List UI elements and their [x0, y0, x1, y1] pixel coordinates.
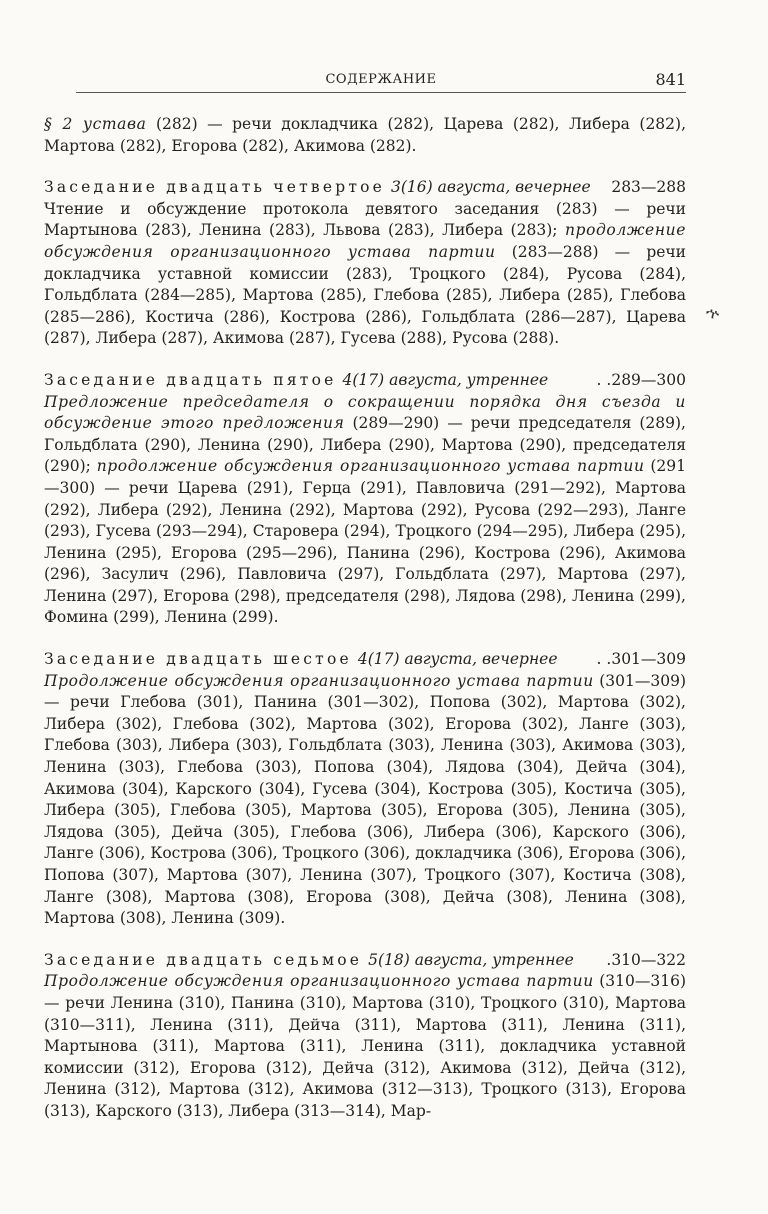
page-header: [76, 70, 686, 93]
continued-entry-italic: § 2 устава: [44, 115, 147, 133]
session-body: [44, 671, 686, 930]
session-label: Заседание двадцать седьмое: [44, 950, 363, 969]
continued-entry-text: (282) — речи докладчика (282), Царева (282), Либера (282), Мартова (282), Егорова (282), Акимова (282).: [44, 115, 686, 155]
session-pages: 283—288: [611, 178, 686, 197]
session-pages: .310—322: [606, 950, 686, 969]
session-heading: [44, 950, 686, 972]
session-date: 4(17) августа, вечернее: [357, 650, 558, 669]
session-pages: . .301—309: [596, 650, 686, 669]
session-date: 4(17) августа, утреннее: [342, 370, 549, 389]
body-text: (291—300) — речи Царева (291), Герца (291), Павловича (291—292), Мартова (292), Либера (292), Ленина (292), Мартова (292), Русова (292—293), Ланге (293), Гусева (293—294), Староверa (294), Троцкого (294—295), Либера (295), Ленина (295), Егорова (295—296), Панина (296), Кострова (296), Акимова (296), Засулич (296), Павловича (297), Гольдблата (297), Мартова (297), Ленина (297), Егорова (298), председателя (298), Лядова (298), Ленина (299), Фомина (299), Ленина (299).: [44, 457, 687, 627]
body-italic: продолжение обсуждения организационного устава партии: [44, 221, 686, 261]
body-italic: Продолжение обсуждения организационного устава партии: [44, 671, 594, 690]
session-body: [44, 199, 686, 350]
toc-entry: [44, 177, 686, 350]
session-date: 5(18) августа, утреннее: [368, 950, 574, 969]
session-body: [44, 392, 686, 630]
session-heading: [44, 370, 686, 392]
session-date: 3(16) августа, вечернее: [391, 178, 591, 197]
session-label: Заседание двадцать пятое: [44, 370, 337, 389]
body-text: (310—316) — речи Ленина (310), Панина (310), Мартова (310), Троцкого (310), Мартова (310—311), Ленина (311), Дейча (311), Мартова (311), Ленина (311), Мартынова (311), Мартова (311), Ленина (311), докладчика уставной комиссии (312), Егорова (312), Дейча (312), Акимова (312), Дейча (312), Ленина (312), Мартова (312), Акимова (312—313), Троцкого (313), Егорова (313), Карского (313), Либера (313—314), Мар-: [44, 972, 686, 1120]
session-pages: . .289—300: [596, 370, 686, 389]
body-text: Чтение и обсуждение протокола девятого заседания (283) — речи Мартынова (283), Ленина (283), Львова (283), Либера (283);: [44, 199, 686, 240]
running-title: СОДЕРЖАНИЕ: [325, 72, 437, 87]
body-italic: продолжение обсуждения организационного устава партии: [96, 457, 645, 476]
page-number: 841: [655, 70, 686, 89]
session-heading: [44, 649, 686, 671]
continued-entry: [44, 114, 686, 157]
body-text: (301—309) — речи Глебова (301), Панина (301—302), Попова (302), Мартова (302), Либера (302), Глебова (302), Мартова (302), Егорова (302), Ланге (303), Глебова (303), Либера (303), Гольдблата (303), Ленина (303), Акимова (303), Ленина (303), Глебова (303), Попова (304), Лядова (304), Дейча (304), Акимова (304), Карского (304), Гусева (304), Кострова (305), Костича (305), Либера (305), Глебова (305), Мартова (305), Егорова (305), Ленина (305), Лядова (305), Дейча (305), Глебова (306), Либера (306), Карского (306), Ланге (306), Кострова (306), Троцкого (306), докладчика (306), Егорова (306), Попова (307), Мартова (307), Ленина (307), Троцкого (307), Костича (308), Ланге (308), Мартова (308), Егорова (308), Дейча (308), Ленина (308), Мартова (308), Ленина (309).: [44, 671, 686, 928]
session-label: Заседание двадцать четвертое: [44, 178, 385, 197]
body-text: (289—290) — речи председателя (289), Гольдблата (290), Ленина (290), Либера (290), Мартова (290), председателя (290);: [44, 414, 686, 476]
margin-mark: ኍ: [706, 304, 720, 323]
session-body: [44, 971, 686, 1122]
session-heading: [44, 177, 686, 199]
session-label: Заседание двадцать шестое: [44, 650, 352, 669]
toc-entry: [44, 649, 686, 930]
body-italic: Предложение председателя о сокращении порядка дня съезда и обсуждение этого предложения: [44, 392, 686, 433]
toc-content: [44, 114, 686, 1123]
toc-entry: [44, 950, 686, 1123]
body-text: (283—288) — речи докладчика уставной комиссии (283), Троцкого (284), Русова (284), Гольдблата (284—285), Мартова (285), Глебова (285), Либера (285), Глебова (285—286), Костича (286), Кострова (286), Гольдблата (286—287), Царева (287), Либера (287), Акимова (287), Гусева (288), Русова (288).: [44, 242, 687, 348]
body-italic: Продолжение обсуждения организационного устава партии: [44, 972, 594, 991]
toc-entry: [44, 370, 686, 629]
